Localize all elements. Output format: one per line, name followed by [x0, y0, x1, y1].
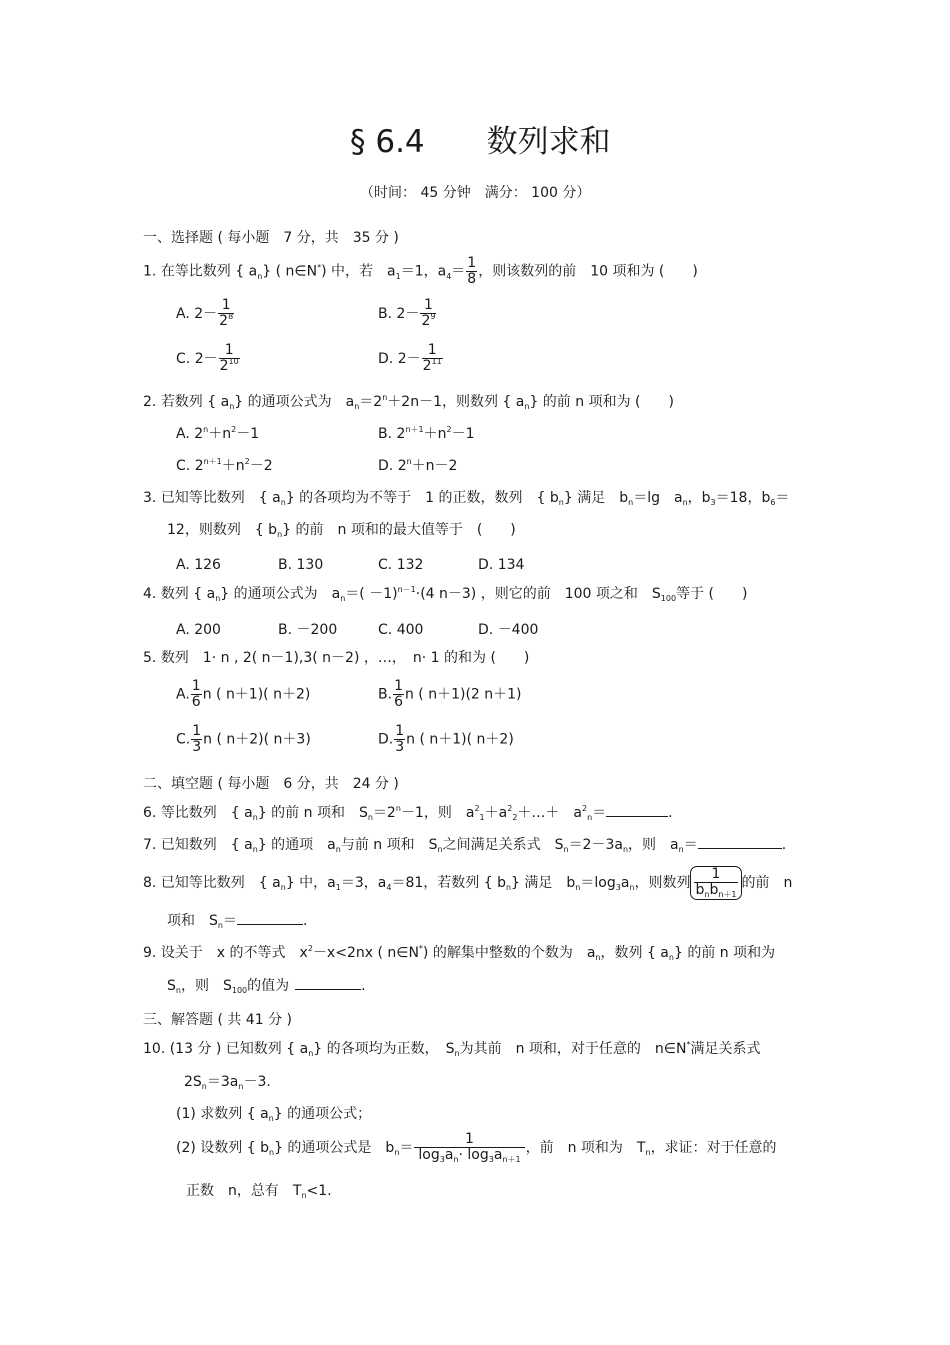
q2-option-d[interactable]: D. $2^n+n-2$	[378, 457, 458, 474]
q5-option-c[interactable]: C. $\frac{1}{3}$ n ( n＋2)( n＋3)	[176, 723, 311, 755]
q3-option-b[interactable]: B. 130	[278, 557, 324, 573]
question-10-part-1: (1) 求数列 { $a_n$} 的通项公式；	[176, 1106, 372, 1123]
question-7: 7. 已知数列 { $a_n$} 的通项 $a_n$与前 n 项和 $S_n$之间满足关系式 $S_n=2-3a_n$，则 $a_n=$ .	[143, 837, 787, 854]
question-8: 8. 已知等比数列 { $a_n$} 中，$a_1=3$，$a_4=81$，若数列 { $b_n$} 满足 $b_n=\log_3a_n$，则数列 $\frac{1}{b_nb_{n+1}}$ 的前 n	[143, 866, 793, 899]
q2-option-b[interactable]: B. $2^{n+1}+n^2-1$	[378, 425, 475, 442]
page-title: § 6.4 数列求和	[350, 124, 611, 160]
q5-option-a[interactable]: A. $\frac{1}{6}$ n ( n＋1)( n＋2)	[176, 678, 311, 710]
fraction: $\frac{1}{\log_3a_n\cdot \log_3a_{n+1}}$	[414, 1132, 524, 1164]
q2-option-c[interactable]: C. $2^{n+1}+n^2-2$	[176, 457, 273, 474]
section-heading-choice: 一、选择题 ( 每小题 7 分，共 35 分 )	[143, 230, 399, 246]
question-3-line-2: 12，则数列 { $b_n$} 的前 n 项和的最大值等于 ( )	[167, 522, 516, 539]
answer-blank[interactable]	[237, 912, 303, 925]
question-5: 5. 数列 1· n , 2( n－1),3( n－2) ，…， n· 1 的和为 ( )	[143, 650, 530, 666]
answer-blank[interactable]	[295, 977, 361, 990]
q3-option-d[interactable]: D. 134	[478, 557, 525, 573]
question-6: 6. 等比数列 { $a_n$} 的前 n 项和 $S_n=2^n-1$，则 $a^2_1+a^2_2+\dots+$ $a^2_n=$ .	[143, 804, 673, 822]
fraction: $\frac{1}{8}$	[467, 255, 477, 287]
q1-option-d[interactable]: D. 2－ $\frac{1}{2^{11}}$	[378, 342, 442, 374]
question-10-line-2: $2S_n=3a_n-3$.	[184, 1074, 271, 1091]
q1-option-a[interactable]: A. 2－ $\frac{1}{2^8}$	[176, 297, 234, 329]
section-heading-fill: 二、填空题 ( 每小题 6 分，共 24 分 )	[143, 776, 399, 792]
answer-blank[interactable]	[606, 804, 668, 817]
answer-blank[interactable]	[698, 836, 782, 849]
q4-option-a[interactable]: A. 200	[176, 622, 221, 638]
q5-option-b[interactable]: B. $\frac{1}{6}$ n ( n＋1)(2 n＋1)	[378, 678, 522, 710]
question-1: 1. 在等比数列 { $a_n$} ( n∈N*) 中，若 $a_1=1$，$a_4=$ $\frac{1}{8}$ ，则该数列的前 10 项和为 ( )	[143, 255, 698, 287]
q5-option-d[interactable]: D. $\frac{1}{3}$ n ( n＋1)( n＋2)	[378, 723, 514, 755]
question-3: 3. 已知等比数列 { $a_n$} 的各项均为不等于 1 的正数，数列 { $b_n$} 满足 $b_n=\lg$ $a_n$，$b_3=18$，$b_6=$	[143, 490, 790, 507]
q4-option-b[interactable]: B. －200	[278, 622, 338, 638]
question-4: 4. 数列 { $a_n$} 的通项公式为 $a_n=( -1)^{n-1}\cdot(4$ n－3) ，则它的前 100 项之和 $S_{100}$等于 ( )	[143, 585, 748, 603]
q2-option-a[interactable]: A. $2^n+n^2-1$	[176, 425, 260, 442]
question-9: 9. 设关于 x 的不等式 $x^2-x<2nx$ ( n∈N*) 的解集中整数的个数为 $a_n$，数列 { $a_n$} 的前 n 项和为	[143, 944, 776, 962]
section-heading-solve: 三、解答题 ( 共 41 分 )	[143, 1012, 292, 1028]
q1-option-b[interactable]: B. 2－ $\frac{1}{2^9}$	[378, 297, 436, 329]
q3-option-c[interactable]: C. 132	[378, 557, 424, 573]
question-8-line-2: 项和 $S_n=$ .	[167, 913, 308, 930]
braced-fraction: $\frac{1}{b_nb_{n+1}}$	[690, 866, 741, 900]
question-9-line-2: $S_n$，则 $S_{100}$的值为 .	[167, 978, 366, 995]
q4-option-d[interactable]: D. －400	[478, 622, 539, 638]
question-10-part-2: (2) 设数列 { $b_n$} 的通项公式是 $b_n=$ $\frac{1}{\log_3a_n\cdot \log_3a_{n+1}}$ ，前 n 项和为 $T_n$，求证：对于任意的	[176, 1131, 777, 1164]
question-10: 10. (13 分 ) 已知数列 { $a_n$} 的各项均为正数， $S_n$为其前 n 项和，对于任意的 n∈N*满足关系式	[143, 1040, 761, 1058]
exam-meta: （时间： 45 分钟 满分： 100 分）	[360, 185, 591, 201]
q3-option-a[interactable]: A. 126	[176, 557, 221, 573]
q4-option-c[interactable]: C. 400	[378, 622, 424, 638]
question-10-part-2-line-2: 正数 n，总有 $T_n<1$.	[186, 1183, 332, 1200]
question-2: 2. 若数列 { $a_n$} 的通项公式为 $a_n=2^n+2n-1$，则数列 { $a_n$} 的前 n 项和为 ( )	[143, 393, 674, 411]
q1-option-c[interactable]: C. 2－ $\frac{1}{2^{10}}$	[176, 342, 239, 374]
